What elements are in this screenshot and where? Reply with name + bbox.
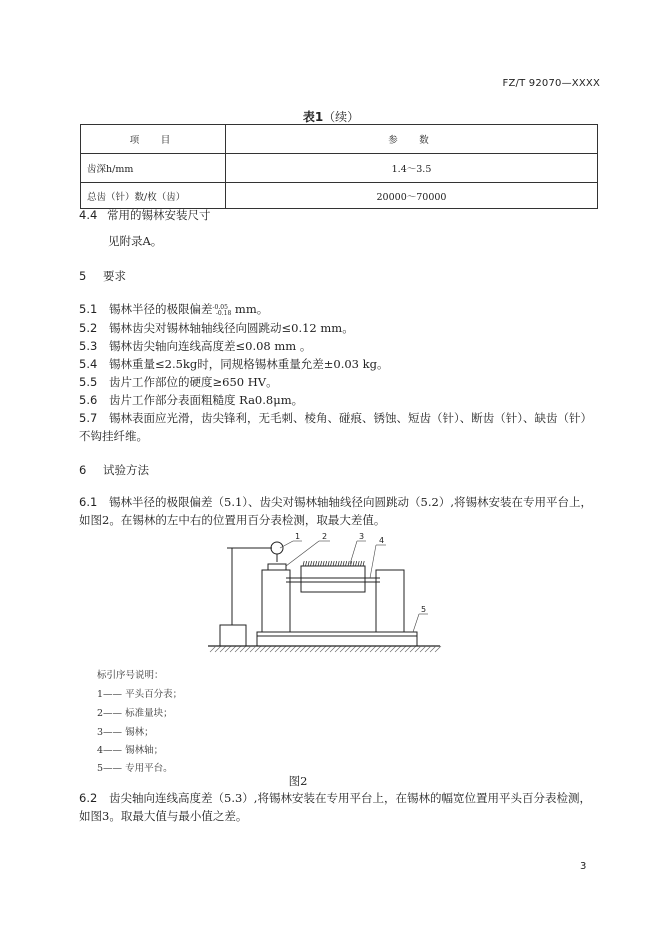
legend-text: 锡林；: [125, 727, 154, 738]
section-4-4-heading: [79, 207, 211, 223]
callout-label: 2: [322, 532, 328, 541]
callout-leaders: [280, 541, 428, 632]
table-caption-number: 表1: [302, 110, 324, 124]
clause-text: 锡林表面应光滑，齿尖锋利，无毛刺、棱角、碰痕、锈蚀、短齿（针）、断齿（针）、缺齿（针）: [109, 411, 592, 425]
table-row: [81, 183, 598, 209]
gauge-block-top: [268, 564, 286, 570]
legend-number: 2: [97, 708, 104, 719]
clause-6-2: [79, 790, 591, 806]
table-cell: 齿深h/mm: [81, 154, 226, 183]
spec-table: [80, 124, 598, 209]
standard-number: FZ/T 92070—XXXX: [502, 78, 600, 89]
table-caption: [0, 108, 662, 125]
figure-legend-title: 标引序号说明：: [97, 670, 164, 681]
section-6-heading: [79, 462, 149, 478]
table-header-param: 参 数: [226, 125, 598, 154]
clause-6-1-continuation: 如图2。在锡林的左中右的位置用百分表检测，取最大差值。: [79, 513, 386, 527]
clause-number: 5.2: [79, 321, 98, 335]
clause-number: 6.2: [79, 791, 98, 805]
clause-5-5: [79, 374, 278, 390]
clause-5-7: [79, 410, 592, 426]
section-number: 6: [79, 463, 87, 477]
clause-text: 锡林半径的极限偏差（5.1）、齿尖对锡林轴轴线径向圆跳动（5.2）,将锡林安装在专用平台上，: [109, 495, 592, 509]
section-number: 5: [79, 269, 87, 283]
table-row: [81, 154, 598, 183]
clause-5-1: [79, 301, 268, 317]
legend-item: 3—— 锡林；: [97, 727, 154, 738]
special-platform: [257, 632, 417, 646]
legend-number: 3: [97, 727, 104, 738]
clause-6-1: [79, 494, 592, 510]
figure-2-diagram: [200, 528, 450, 663]
ground-hatch-lines: [210, 646, 441, 652]
clause-5-7-continuation: 不钩挂纤维。: [79, 429, 148, 443]
legend-item: 5—— 专用平台。: [97, 763, 173, 774]
section-title: 试验方法: [103, 463, 149, 477]
clause-number: 6.1: [79, 495, 98, 509]
clause-text: 齿尖轴向连线高度差（5.3）,将锡林安装在专用平台上，在锡林的幅宽位置用平头百分表检测，: [109, 791, 591, 805]
legend-text: 平头百分表；: [125, 689, 183, 700]
dial-indicator-icon: [271, 542, 283, 554]
legend-text: 锡林轴；: [125, 745, 164, 756]
section-title: 要求: [103, 269, 126, 283]
clause-5-4: [79, 356, 388, 372]
table-cell: 20000～70000: [226, 183, 598, 209]
clause-number: 5.1: [79, 302, 98, 316]
gauge-block-left: [262, 570, 290, 632]
clause-unit: mm。: [231, 302, 269, 316]
legend-item: 4—— 锡林轴；: [97, 745, 164, 756]
legend-text: 标准量块；: [125, 708, 173, 719]
gauge-block-right: [376, 570, 404, 632]
clause-number: 5.7: [79, 411, 98, 425]
section-number: 4.4: [79, 208, 98, 222]
legend-item: 2—— 标准量块；: [97, 708, 173, 719]
table-caption-suffix: （续）: [323, 110, 360, 124]
lower-deviation: -0.18: [215, 310, 232, 317]
clause-5-6: [79, 392, 303, 408]
callout-label: 1: [295, 532, 301, 541]
legend-item: 1—— 平头百分表；: [97, 689, 183, 700]
clause-text: 齿片工作部位的硬度≥650 HV。: [109, 375, 278, 389]
clause-text: 齿片工作部分表面粗糙度 Ra0.8μm。: [109, 393, 304, 407]
indicator-stand-base: [220, 625, 246, 646]
clause-number: 5.6: [79, 393, 98, 407]
callout-label: 5: [421, 605, 427, 614]
table-header-item: 项 目: [81, 125, 226, 154]
clause-5-3: [79, 338, 311, 354]
clause-number: 5.4: [79, 357, 98, 371]
cylinder-body: [301, 566, 365, 592]
clause-text: 锡林半径的极限偏差: [109, 302, 213, 316]
table-cell: 1.4～3.5: [226, 154, 598, 183]
cylinder-teeth: [303, 561, 364, 566]
legend-number: 5: [97, 763, 104, 774]
callout-label: 4: [379, 536, 385, 545]
legend-text: 专用平台。: [125, 763, 173, 774]
upper-deviation: -0.05: [212, 304, 228, 311]
section-5-heading: [79, 268, 126, 284]
figure-caption: 图2: [288, 774, 308, 788]
clause-text: 锡林重量≤2.5kg时，同规格锡林重量允差±0.03 kg。: [109, 357, 389, 371]
legend-number: 4: [97, 745, 104, 756]
page-number: 3: [580, 861, 587, 872]
section-title: 常用的锡林安装尺寸: [107, 208, 211, 222]
clause-5-2: [79, 320, 354, 336]
legend-number: 1: [97, 689, 104, 700]
section-4-4-body: 见附录A。: [108, 234, 163, 248]
clause-number: 5.3: [79, 339, 98, 353]
clause-number: 5.5: [79, 375, 98, 389]
clause-text: 锡林齿尖轴向连线高度差≤0.08 mm 。: [109, 339, 312, 353]
clause-text: 锡林齿尖对锡林轴轴线径向圆跳动≤0.12 mm。: [109, 321, 354, 335]
callout-label: 3: [359, 532, 365, 541]
table-header-row: [81, 125, 598, 154]
clause-6-2-continuation: 如图3。取最大值与最小值之差。: [79, 809, 248, 823]
table-cell: 总齿（针）数/枚（齿）: [81, 183, 226, 209]
